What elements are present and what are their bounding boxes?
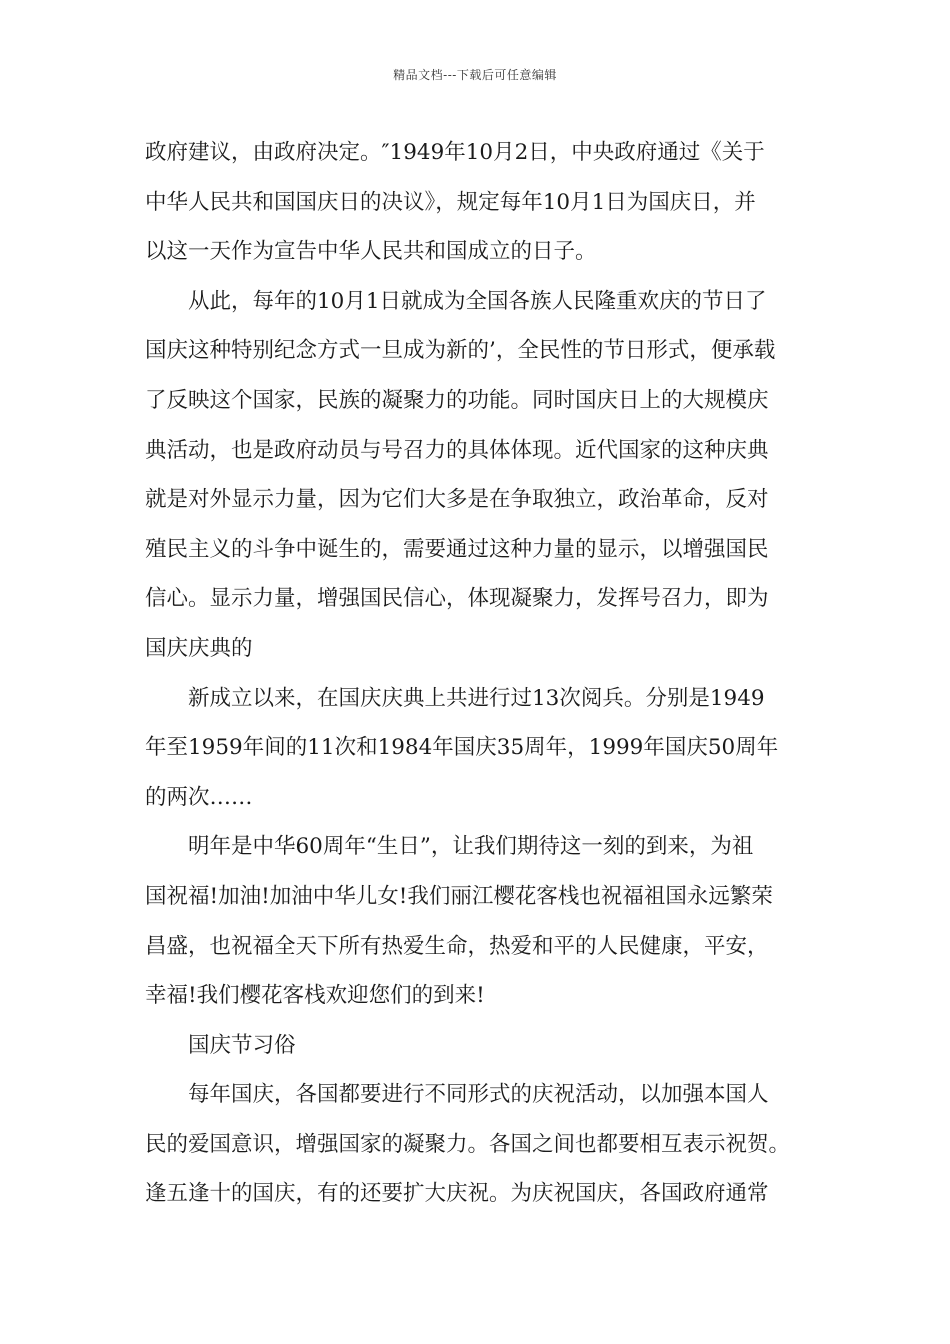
text-line: 殖民主义的斗争中诞生的，需要通过这种力量的显示，以增强国民: [145, 536, 769, 562]
text-line: 逢五逢十的国庆，有的还要扩大庆祝。为庆祝国庆，各国政府通常: [145, 1181, 769, 1207]
text-line: 年至1959年间的11次和1984年国庆35周年，1999年国庆50周年: [145, 735, 779, 761]
text-line: 幸福!我们樱花客栈欢迎您们的到来!: [145, 983, 485, 1009]
text-line: 中华人民共和国国庆日的决议》，规定每年10月1日为国庆日，并: [145, 189, 756, 215]
text-line: 国祝福!加油!加油中华儿女!我们丽江樱花客栈也祝福祖国永远繁荣: [145, 883, 773, 909]
text-line: 典活动，也是政府动员与号召力的具体体现。近代国家的这种庆典: [145, 437, 769, 463]
text-line: 国庆庆典的: [145, 635, 253, 661]
text-line: 民的爱国意识，增强国家的凝聚力。各国之间也都要相互表示祝贺。: [145, 1131, 791, 1157]
document-body: [145, 128, 810, 1219]
text-line: 昌盛，也祝福全天下所有热爱生命，热爱和平的人民健康，平安，: [145, 933, 769, 959]
text-line: 了反映这个国家，民族的凝聚力的功能。同时国庆日上的大规模庆: [145, 387, 769, 413]
text-line: 从此，每年的10月1日就成为全国各族人民隆重欢庆的节日了: [188, 288, 767, 314]
text-line: 明年是中华60周年“生日”，让我们期待这一刻的到来，为祖: [188, 834, 754, 860]
section-heading: 国庆节习俗: [188, 1032, 296, 1058]
text-line: 国庆这种特别纪念方式一旦成为新的’，全民性的节日形式，便承载: [145, 338, 776, 364]
text-line: 政府建议，由政府决定。″1949年10月2日，中央政府通过《关于: [145, 140, 765, 165]
text-line: 的两次……: [145, 784, 253, 810]
page-header: 精品文档---下载后可任意编辑: [393, 68, 557, 82]
text-line: 就是对外显示力量，因为它们大多是在争取独立，政治革命，反对: [145, 487, 769, 513]
text-line: 新成立以来，在国庆庆典上共进行过13次阅兵。分别是1949: [188, 685, 765, 711]
text-line: 以这一天作为宣告中华人民共和国成立的日子。: [145, 239, 597, 265]
text-line: 信心。显示力量，增强国民信心，体现凝聚力，发挥号召力，即为: [145, 586, 769, 612]
text-line: 每年国庆，各国都要进行不同形式的庆祝活动，以加强本国人: [188, 1082, 769, 1108]
